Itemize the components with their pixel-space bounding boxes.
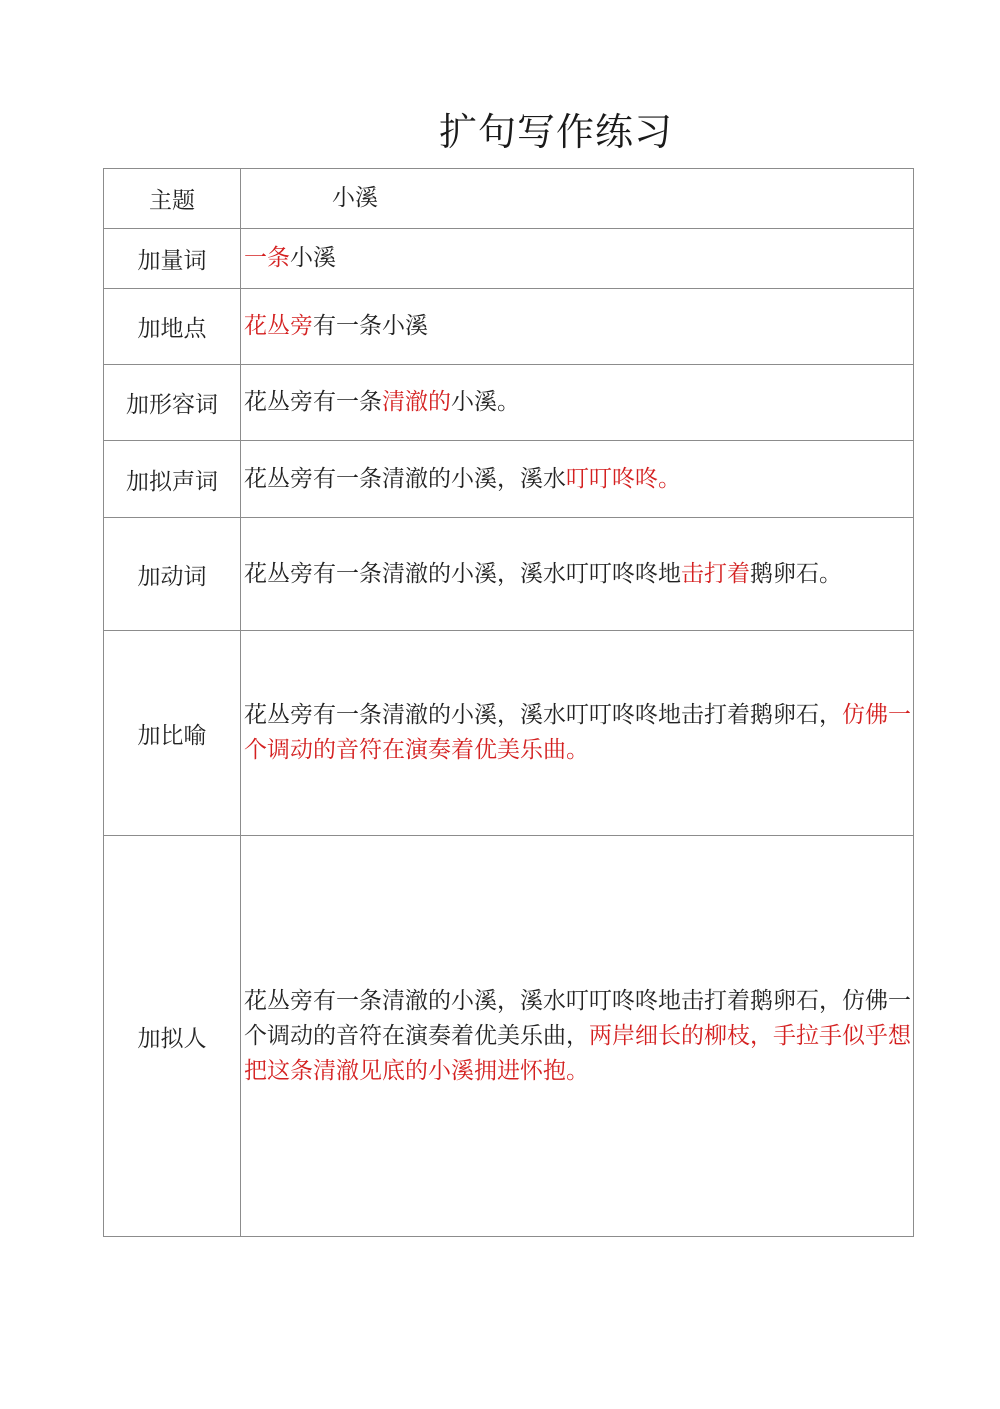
table-row-topic [104, 169, 914, 229]
row-content [241, 365, 914, 441]
sentence-text: 花丛旁有一条清澈的小溪，溪水叮叮咚咚地击打着鹅卵石， [244, 702, 842, 728]
sentence-text: 花丛旁有一条清澈的小溪，溪水 [244, 465, 566, 492]
highlight-text: 两岸细长的柳枝，手拉手似乎想把这条清澈见底的小溪拥进怀抱。 [244, 1022, 911, 1084]
highlight-text: 一条 [244, 245, 290, 271]
sentence-text: 有一条小溪 [313, 313, 428, 339]
row-label: 加动词 [104, 518, 241, 631]
row-content [241, 289, 914, 365]
table-row-metaphor [104, 631, 914, 836]
table-row-onomatopoeia [104, 441, 914, 518]
highlight-text: 花丛旁 [244, 313, 313, 339]
table-row-location [104, 289, 914, 365]
table-row-adjective [104, 365, 914, 441]
row-label: 加地点 [104, 289, 241, 365]
topic-text: 小溪 [332, 185, 378, 211]
table-row-personification [104, 836, 914, 1237]
table-row-verb [104, 518, 914, 631]
row-content [241, 169, 914, 229]
sentence-text: 花丛旁有一条清澈的小溪，溪水叮叮咚咚地击打着鹅卵石，仿佛一个调动的音符在演奏着优美乐曲， [244, 987, 911, 1049]
sentence-text: 小溪 [290, 245, 336, 271]
row-content [241, 836, 914, 1237]
sentence-text: 小溪。 [451, 389, 520, 415]
row-label: 加量词 [104, 229, 241, 289]
row-label: 加拟声词 [104, 441, 241, 518]
sentence-text: 花丛旁有一条清澈的小溪，溪水叮叮咚咚地 [244, 560, 681, 587]
row-content [241, 229, 914, 289]
row-label: 加比喻 [104, 631, 241, 836]
highlight-text: 叮叮咚咚。 [566, 465, 681, 492]
row-content [241, 631, 914, 836]
sentence-text: 鹅卵石。 [750, 560, 842, 587]
row-content [241, 518, 914, 631]
row-label: 主题 [104, 169, 241, 229]
page-title: 扩句写作练习 [438, 110, 673, 154]
row-label: 加拟人 [104, 836, 241, 1237]
table-row-measure-word [104, 229, 914, 289]
highlight-text: 击打着 [681, 560, 750, 587]
expansion-table [103, 168, 914, 1237]
highlight-text: 仿佛一个调动的音符在演奏着优美乐曲。 [244, 702, 911, 763]
row-label: 加形容词 [104, 365, 241, 441]
row-content [241, 441, 914, 518]
highlight-text: 清澈的 [382, 389, 451, 415]
sentence-text: 花丛旁有一条 [244, 389, 382, 415]
